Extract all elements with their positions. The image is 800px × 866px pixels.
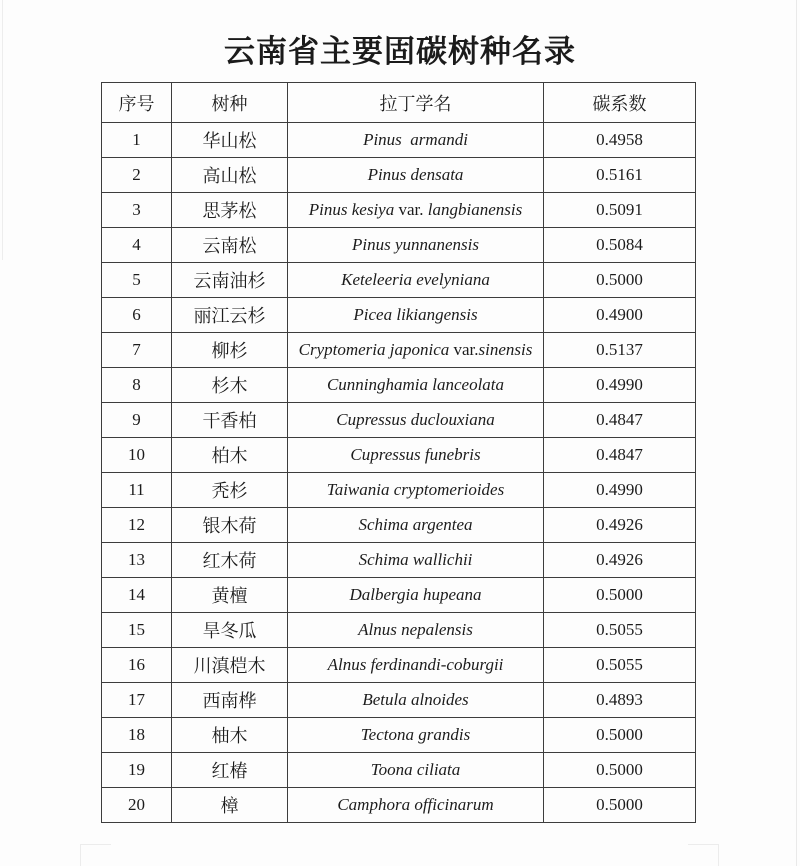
species-name: 秃杉	[172, 473, 288, 508]
row-number: 16	[102, 648, 172, 683]
species-name: 杉木	[172, 368, 288, 403]
species-name: 红木荷	[172, 543, 288, 578]
row-number: 6	[102, 298, 172, 333]
carbon-coefficient: 0.4990	[544, 473, 696, 508]
latin-name: Keteleeria evelyniana	[288, 263, 544, 298]
species-name: 红椿	[172, 753, 288, 788]
latin-name: Cupressus duclouxiana	[288, 403, 544, 438]
carbon-coefficient: 0.5000	[544, 263, 696, 298]
table-row	[102, 473, 696, 508]
table-row	[102, 438, 696, 473]
carbon-coefficient: 0.4926	[544, 508, 696, 543]
table-row	[102, 158, 696, 193]
table-row	[102, 718, 696, 753]
next-table-corner-right	[688, 844, 719, 866]
table-row	[102, 193, 696, 228]
carbon-coefficient: 0.5000	[544, 718, 696, 753]
latin-name: Toona ciliata	[288, 753, 544, 788]
latin-name: Tectona grandis	[288, 718, 544, 753]
row-number: 3	[102, 193, 172, 228]
species-name: 丽江云杉	[172, 298, 288, 333]
row-number: 11	[102, 473, 172, 508]
table-row	[102, 228, 696, 263]
latin-name: Taiwania cryptomerioides	[288, 473, 544, 508]
carbon-coefficient: 0.5000	[544, 753, 696, 788]
species-name: 云南松	[172, 228, 288, 263]
table-row	[102, 298, 696, 333]
carbon-coefficient: 0.4847	[544, 403, 696, 438]
carbon-coefficient: 0.5055	[544, 613, 696, 648]
latin-name: Alnus nepalensis	[288, 613, 544, 648]
table-row	[102, 333, 696, 368]
row-number: 9	[102, 403, 172, 438]
header-latin-name: 拉丁学名	[288, 83, 544, 123]
table-row	[102, 648, 696, 683]
carbon-coefficient: 0.4893	[544, 683, 696, 718]
row-number: 10	[102, 438, 172, 473]
row-number: 12	[102, 508, 172, 543]
species-name: 思茅松	[172, 193, 288, 228]
latin-name: Dalbergia hupeana	[288, 578, 544, 613]
row-number: 19	[102, 753, 172, 788]
carbon-coefficient: 0.4958	[544, 123, 696, 158]
species-name: 川滇桤木	[172, 648, 288, 683]
row-number: 8	[102, 368, 172, 403]
species-name: 柚木	[172, 718, 288, 753]
table-row	[102, 753, 696, 788]
latin-name: Pinus kesiya var. langbianensis	[288, 193, 544, 228]
table-header-row	[102, 83, 696, 123]
table-row	[102, 123, 696, 158]
species-table	[101, 82, 696, 823]
variety-abbreviation: var.	[398, 200, 424, 219]
species-name: 黄檀	[172, 578, 288, 613]
species-name: 华山松	[172, 123, 288, 158]
table-row	[102, 403, 696, 438]
carbon-coefficient: 0.5000	[544, 578, 696, 613]
species-name: 高山松	[172, 158, 288, 193]
species-name: 樟	[172, 788, 288, 823]
table-row	[102, 788, 696, 823]
latin-name: Pinus armandi	[288, 123, 544, 158]
carbon-coefficient: 0.5084	[544, 228, 696, 263]
scan-edge-line-right	[796, 0, 797, 866]
latin-name: Pinus densata	[288, 158, 544, 193]
carbon-coefficient: 0.5161	[544, 158, 696, 193]
species-name: 柳杉	[172, 333, 288, 368]
table-header	[102, 83, 696, 123]
table-row	[102, 543, 696, 578]
row-number: 17	[102, 683, 172, 718]
latin-name: Camphora officinarum	[288, 788, 544, 823]
species-name: 干香柏	[172, 403, 288, 438]
latin-name: Picea likiangensis	[288, 298, 544, 333]
table-row	[102, 613, 696, 648]
header-carbon-coefficient: 碳系数	[544, 83, 696, 123]
latin-name: Alnus ferdinandi-coburgii	[288, 648, 544, 683]
carbon-coefficient: 0.5000	[544, 788, 696, 823]
table-row	[102, 683, 696, 718]
table-row	[102, 508, 696, 543]
row-number: 4	[102, 228, 172, 263]
table-row	[102, 368, 696, 403]
latin-name: Cunninghamia lanceolata	[288, 368, 544, 403]
table-row	[102, 263, 696, 298]
latin-name: Schima wallichii	[288, 543, 544, 578]
carbon-coefficient: 0.4847	[544, 438, 696, 473]
variety-abbreviation: var.	[453, 340, 479, 359]
row-number: 14	[102, 578, 172, 613]
table-row	[102, 578, 696, 613]
carbon-coefficient: 0.5055	[544, 648, 696, 683]
carbon-coefficient: 0.4900	[544, 298, 696, 333]
latin-name: Pinus yunnanensis	[288, 228, 544, 263]
header-no: 序号	[102, 83, 172, 123]
row-number: 1	[102, 123, 172, 158]
latin-name: Betula alnoides	[288, 683, 544, 718]
row-number: 5	[102, 263, 172, 298]
page-title: 云南省主要固碳树种名录	[224, 34, 576, 69]
species-name: 旱冬瓜	[172, 613, 288, 648]
species-name: 西南桦	[172, 683, 288, 718]
table-body	[102, 123, 696, 823]
carbon-coefficient: 0.5091	[544, 193, 696, 228]
carbon-coefficient: 0.4926	[544, 543, 696, 578]
latin-name: Cryptomeria japonica var.sinensis	[288, 333, 544, 368]
row-number: 7	[102, 333, 172, 368]
carbon-coefficient: 0.4990	[544, 368, 696, 403]
row-number: 18	[102, 718, 172, 753]
carbon-coefficient: 0.5137	[544, 333, 696, 368]
latin-name: Cupressus funebris	[288, 438, 544, 473]
species-name: 柏木	[172, 438, 288, 473]
header-species: 树种	[172, 83, 288, 123]
latin-name: Schima argentea	[288, 508, 544, 543]
next-table-corner-left	[80, 844, 111, 866]
row-number: 20	[102, 788, 172, 823]
row-number: 15	[102, 613, 172, 648]
species-name: 云南油杉	[172, 263, 288, 298]
row-number: 13	[102, 543, 172, 578]
species-name: 银木荷	[172, 508, 288, 543]
row-number: 2	[102, 158, 172, 193]
